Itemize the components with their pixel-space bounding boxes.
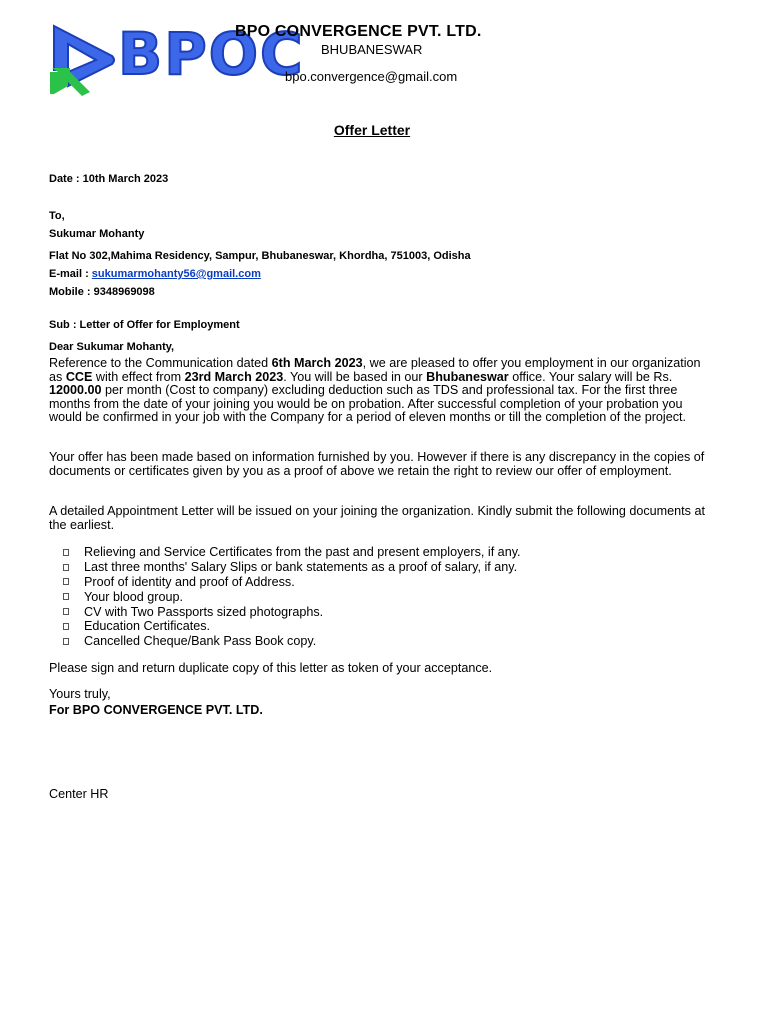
list-item [63,545,521,560]
communication-date: 6th March 2023 [271,356,363,370]
discrepancy-paragraph: Your offer has been made based on information furnished by you. However if there is any discrepancy in the copies of documents or certificates given by you as a proof of above we retain the right to review our offer of employment. [49,450,705,478]
list-item [63,619,521,634]
checkbox-icon [63,638,69,645]
list-item-label: Proof of identity and proof of Address. [84,574,295,589]
checkbox-icon [63,593,69,600]
list-item-label: CV with Two Passports sized photographs. [84,604,324,619]
subject-line: Sub : Letter of Offer for Employment [49,319,240,331]
checkbox-icon [63,578,69,585]
list-item [63,634,521,649]
recipient-mobile: Mobile : 9348969098 [49,286,155,298]
recipient-address: Flat No 302,Mahima Residency, Sampur, Bhubaneswar, Khordha, 751003, Odisha [49,250,471,262]
logo-wordmark: BPOC [118,20,305,88]
checkbox-icon [63,623,69,630]
company-name: BPO CONVERGENCE PVT. LTD. [235,23,482,40]
location: Bhubaneswar [426,369,509,384]
designation: CCE [65,369,93,384]
list-item [63,589,521,604]
start-date: 23rd March 2023 [184,369,284,384]
company-email: bpo.convergence@gmail.com [285,69,458,84]
checkbox-icon [63,549,69,556]
signatory: Center HR [49,787,109,801]
documents-list [63,545,521,649]
list-item-label: Your blood group. [84,589,183,604]
checkbox-icon [63,608,69,615]
recipient-email-link[interactable]: sukumarmohanty56@gmail.com [91,268,261,280]
appointment-paragraph: A detailed Appointment Letter will be issued on your joining the organization. Kindly submit the following documents at the earliest. [49,504,705,532]
company-city: BHUBANESWAR [321,42,423,57]
closing-yours: Yours truly, [49,687,111,701]
recipient-email-row [49,268,261,280]
recipient-to: To, [49,210,65,222]
list-item-label: Last three months' Salary Slips or bank statements as a proof of salary, if any. [84,560,518,575]
salutation: Dear Sukumar Mohanty, [49,341,175,353]
list-item-label: Education Certificates. [84,619,210,634]
logo-play-icon [46,22,126,98]
letter-date: Date : 10th March 2023 [49,173,169,185]
offer-paragraph: Reference to the Communication dated 6th March 2023, we are pleased to offer you employment in our organization as CCE with effect from 23rd March 2023. You will be based in our Bhubaneswar office. Your salary will be Rs. 12000.00 per month (Cost to company) excluding deduction such as TDS and professional tax. For the first three months from the date of your joining you would be on probation. After successful completion of your probation you would be confirmed in your job with the Company for a period of eleven months or till the completion of the project. [49,356,701,424]
email-label: E-mail : [49,268,92,280]
list-item-label: Relieving and Service Certificates from the past and present employers, if any. [84,545,521,560]
page-title: Offer Letter [333,122,411,138]
list-item [63,560,521,575]
acceptance-request: Please sign and return duplicate copy of this letter as token of your acceptance. [49,661,493,675]
list-item [63,604,521,619]
list-item [63,575,521,590]
list-item-label: Cancelled Cheque/Bank Pass Book copy. [84,634,317,649]
recipient-name: Sukumar Mohanty [49,228,145,240]
checkbox-icon [63,564,69,571]
closing-company: For BPO CONVERGENCE PVT. LTD. [49,703,263,717]
salary: 12000.00 [49,383,102,397]
